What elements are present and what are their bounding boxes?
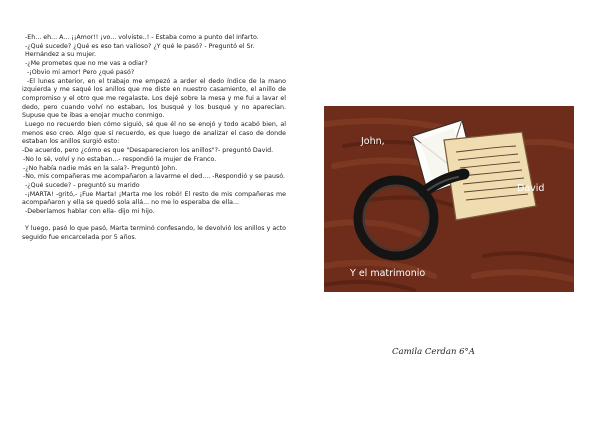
- story-paragraph: -¿Qué sucede? - preguntó su marido: [25, 181, 140, 189]
- label-david: David: [517, 183, 545, 194]
- story-paragraph: -¿Qué sucede? ¿Qué es eso tan valioso? ¿Y qué le pasó? - Preguntó el Sr. Hernández a su mujer.: [25, 42, 255, 59]
- story-paragraph: -¿Me prometes que no me vas a odiar?: [25, 60, 148, 68]
- story-text: [22, 34, 286, 243]
- story-paragraph: -No lo sé, volví y no estaban...- respondió la mujer de Franco.: [23, 155, 217, 163]
- author-signature: Camila Cerdan 6°A: [392, 347, 475, 357]
- label-john: John,: [361, 136, 385, 147]
- story-paragraph: -Deberíamos hablar con ella- dijo mi hijo.: [25, 208, 155, 216]
- story-paragraph: -¿No había nadie más en la sala?- Preguntó John.: [23, 164, 178, 172]
- story-paragraph: -¡MARTA! -gritó,- ¡Fue Marta! ¡Marta me los robó! El resto de mis compañeras me acompañaron y ella se quedó sola allá... no me lo esperaba de ella...: [22, 190, 286, 207]
- label-marriage: Y el matrimonio: [350, 268, 426, 279]
- illustration-graphic: [324, 106, 574, 292]
- story-paragraph: Luego no recuerdo bien cómo siguió, sé que él no se enojó y todo acabó bien, al menos eso creo. Algo que sí recuerdo, es que luego de analizar el caso de donde estaban los anillos surgió esto:: [22, 121, 286, 146]
- story-paragraph: -¡Obvio mi amor! Pero ¿qué pasó?: [27, 68, 135, 76]
- story-paragraph: Y luego, pasó lo que pasó, Marta terminó confesando, le devolvió los anillos y acto seguido fue encarcelada por 5 años.: [22, 225, 286, 242]
- story-paragraph: -No, mis compañeras me acompañaron a lavarme el ded.... -Respondió y se pausó.: [23, 173, 285, 181]
- story-paragraph: -Eh... eh... A... ¡¡Amor!! ¡vo... volviste..! - Estaba como a punto del infarto.: [25, 34, 259, 41]
- story-paragraph: -De acuerdo, pero ¿cómo es que "Desaparecieron los anillos"?- preguntó David.: [22, 147, 274, 155]
- story-paragraph: -El lunes anterior, en el trabajo me empezó a arder el dedo índice de la mano izquierda y me saqué los anillos que me diste en nuestro casamiento, el anillo de compromiso y el otro que me regalaste. Los dejé sobre la mesa y me fui a lavar el dedo, pero cuando volví no estaban, los busqué y los busqué y no aparecían. Supuse que te ibas a enojar mucho conmigo.: [22, 77, 286, 120]
- detective-illustration: [324, 106, 574, 292]
